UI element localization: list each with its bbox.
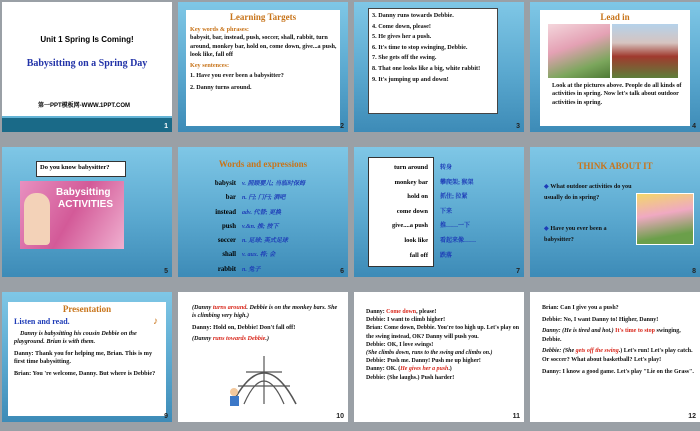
slide-number: 4 [692, 123, 696, 130]
line-7 [366, 365, 520, 373]
slide-5-question: Do you know babysitter? [40, 164, 110, 171]
line-2: Debbie: No, I want Danny to! Higher, Danny! [542, 316, 659, 323]
line-6: Debbie: Push me. Danny! Push me up higher! [366, 358, 481, 365]
slide-number: 3 [516, 123, 520, 130]
l1-highlight: Come down [386, 309, 417, 315]
question-1 [544, 181, 632, 203]
slide-1-footer-bar [2, 116, 172, 132]
stage-direction-1 [192, 304, 342, 321]
sentence-item: 5. He gives her a push. [372, 33, 432, 41]
meaning-item: 推……一下 [440, 223, 471, 230]
babysitting-book-cover [20, 181, 124, 249]
slide-1-thumbnail[interactable] [2, 2, 172, 132]
slide-11-dialogue [366, 308, 520, 382]
definition-item: v.&n. 推; 按下 [242, 223, 279, 230]
word-item: soccer [217, 237, 236, 245]
photo-people-outdoors [612, 24, 678, 78]
line-8: Debbie: (She laughs.) Push harder! [366, 374, 455, 381]
slide-number: 7 [516, 268, 520, 275]
slide-number: 9 [164, 413, 168, 420]
key-sentence-2: 2. Danny turns around. [190, 84, 252, 92]
slide-number: 6 [340, 268, 344, 275]
slide-6-thumbnail[interactable] [178, 147, 348, 277]
book-title-1: Babysitting [56, 187, 111, 198]
meaning-item: 看起来像…… [440, 237, 477, 244]
t1: (Danny [192, 304, 213, 311]
stage-direction-2 [192, 335, 342, 343]
phrase-item: hold on [407, 193, 428, 201]
slide-10-thumbnail[interactable] [178, 292, 348, 422]
slide-number: 11 [512, 413, 520, 420]
definition-item: v. 照顾婴儿; 当临时保姆 [242, 181, 305, 187]
slide-number: 8 [692, 268, 696, 275]
line-4 [542, 347, 696, 364]
word-item: rabbit [217, 265, 236, 273]
definition-item: v. aux. 将; 会 [242, 252, 276, 259]
slide-2-thumbnail[interactable] [178, 2, 348, 132]
line-1: Danny: Thank you for helping me, Brian. This is my first time babysitting. [14, 349, 153, 366]
question-2 [544, 223, 632, 245]
slide-8-title: THINK ABOUT IT [577, 161, 653, 171]
key-words-text: babysit, bar, instead, push, soccer, shall, rabbit, turn around, monkey bar, hold on, come down, give...a push, look like, fall off [190, 34, 337, 59]
t3-end: .) [265, 335, 270, 343]
word-item: shall [222, 251, 236, 259]
phrase-list [368, 161, 428, 263]
word-item: babysit [214, 180, 236, 187]
phrase-item: fall off [409, 251, 428, 259]
definition-item: n. 兔子 [242, 266, 261, 273]
word-item: push [222, 222, 236, 230]
meaning-item: 抓住; 拉紧 [440, 194, 468, 201]
line-1 [366, 308, 520, 316]
slide-3-thumbnail[interactable] [354, 2, 524, 132]
sentence-item: 4. Come down, please! [372, 22, 431, 30]
line-5: Danny: I know a good game. Let's play "Lie on the Grass". [542, 368, 694, 375]
l1a: Danny: [366, 309, 387, 315]
slide-10-text [192, 304, 342, 344]
word-item: instead [215, 208, 236, 216]
slide-9-title: Presentation [62, 304, 112, 314]
definition-item: n. 闩; 门闩; 酒吧 [242, 195, 286, 202]
slide-number: 1 [164, 123, 168, 130]
sentence-item: 3. Danny runs towards Debbie. [372, 12, 454, 19]
sentence-item: 9. It's jumping up and down! [372, 75, 449, 83]
slide-12-dialogue [542, 304, 696, 376]
speaker-icon[interactable]: ♪ [153, 316, 158, 327]
line-1: Brian: Can I give you a push? [542, 305, 619, 311]
slide-1-title: Babysitting on a Spring Day [26, 58, 148, 69]
word-list [196, 177, 236, 277]
slide-4-title: Lead in [600, 12, 630, 22]
slide-3-sentence-list [372, 11, 496, 85]
phrase-item: turn around [393, 164, 428, 171]
key-sentence-1: 1. Have you ever been a babysitter? [190, 72, 284, 80]
t1-end: . Debbie is on the monkey bars. She is climbing very high.) [192, 304, 338, 320]
t3-highlight: runs towards Debbie [212, 335, 266, 343]
l4b: .) Let's run! Let's play catch. Or soccer? What about basketball? Let's play! [542, 348, 693, 363]
slide-number: 5 [164, 268, 168, 275]
meaning-item: 转身 [440, 165, 453, 171]
slide-12-thumbnail[interactable] [530, 292, 700, 422]
slide-2-title: Learning Targets [229, 12, 297, 22]
bullet-icon: ◆ [544, 183, 551, 190]
dialogue-line: Danny: Hold on, Debbie! Don't fall off! [192, 323, 296, 331]
meaning-item: 下来 [440, 208, 453, 215]
slide-6-title: Words and expressions [218, 159, 308, 169]
slide-4-thumbnail[interactable] [530, 2, 700, 132]
slide-1-unit: Unit 1 Spring Is Coming! [40, 35, 134, 44]
l3b: swinging, Debbie. [542, 328, 681, 343]
slide-number: 12 [688, 413, 696, 420]
meaning-list [440, 161, 520, 263]
t1-highlight: turns around [212, 304, 247, 311]
line-2: Debbie: I want to climb higher! [366, 317, 446, 324]
slide-4-text: Look at the pictures above. People do all kinds of activities in spring. Now let's talk about outdoor activities in spring. [552, 82, 682, 106]
slide-2-body [190, 26, 338, 93]
meaning-item: 攀爬架; 猴架 [440, 179, 474, 186]
question-1-text: What outdoor activities do you usually do in spring? [544, 183, 632, 201]
kids-outdoor-photo [636, 193, 694, 245]
l4a: Debbie: (She [542, 348, 576, 355]
sentence-item: 6. It's time to stop swinging, Debbie. [372, 43, 468, 51]
line-3: Brian: Come down, Debbie. You're too high up. Let's play on the swing instead, OK? Danny will push you. [366, 325, 520, 340]
definition-list [242, 177, 342, 277]
slide-5-thumbnail[interactable] [2, 147, 172, 277]
l3-highlight: It's time to stop [615, 328, 656, 335]
question-2-text: Have you ever been a babysitter? [544, 225, 607, 243]
slide-9-thumbnail[interactable] [2, 292, 172, 422]
slide-number: 10 [336, 413, 344, 420]
phrase-item: come down [396, 207, 428, 215]
sentence-item: 7. She gets off the swing. [372, 54, 437, 62]
word-item: bar [225, 194, 236, 202]
sentence-item: 8. That one looks like a big, white rabbit! [372, 64, 481, 72]
slide-9-body [14, 330, 162, 378]
definition-item: n. 足球; 英式足球 [242, 238, 288, 245]
phrase-item: look like [404, 236, 428, 244]
l7a: Danny: OK. ( [366, 366, 401, 373]
line-5: (She climbs down, runs to the swing and climbs on.) [366, 350, 493, 357]
slide-1-site: 第一PPT模板网-WWW.1PPT.COM [38, 103, 130, 109]
line-2: Brian: You 're welcome, Danny. But where is Debbie? [14, 369, 156, 377]
l7-highlight: He gives her a push [400, 366, 449, 373]
t3: (Danny [192, 335, 213, 343]
line-3 [542, 327, 696, 344]
phrase-item: give....a push [392, 222, 428, 230]
phrase-item: monkey bar [394, 178, 428, 186]
slide-7-thumbnail[interactable] [354, 147, 524, 277]
l1b: , please! [416, 309, 437, 315]
l4-highlight: gets off the swing [575, 348, 619, 355]
key-words-label: Key words & phrases: [190, 26, 249, 33]
slide-9-subtitle: Listen and read. [14, 317, 70, 326]
l7b: .) [448, 366, 452, 373]
bullet-icon: ◆ [544, 225, 551, 232]
line-4: Debbie: OK, I love swings! [366, 341, 434, 348]
slide-number: 2 [340, 123, 344, 130]
slide-8-thumbnail[interactable] [530, 147, 700, 277]
key-sentences-label: Key sentences: [190, 61, 230, 69]
child-figure-icon [24, 193, 50, 245]
meaning-item: 跌落 [440, 252, 453, 259]
definition-item: adv. 代替; 更换 [242, 209, 281, 216]
photo-flowers-picnic [548, 24, 610, 78]
monkey-bars-illustration [224, 350, 304, 408]
slide-11-thumbnail[interactable] [354, 292, 524, 422]
l3a: Danny: (He is tired and hot.) [542, 328, 616, 335]
intro-text: Danny is babysitting his cousin Debbie on the playground. Brian is with them. [14, 330, 137, 346]
book-title-2: ACTIVITIES [58, 199, 114, 210]
